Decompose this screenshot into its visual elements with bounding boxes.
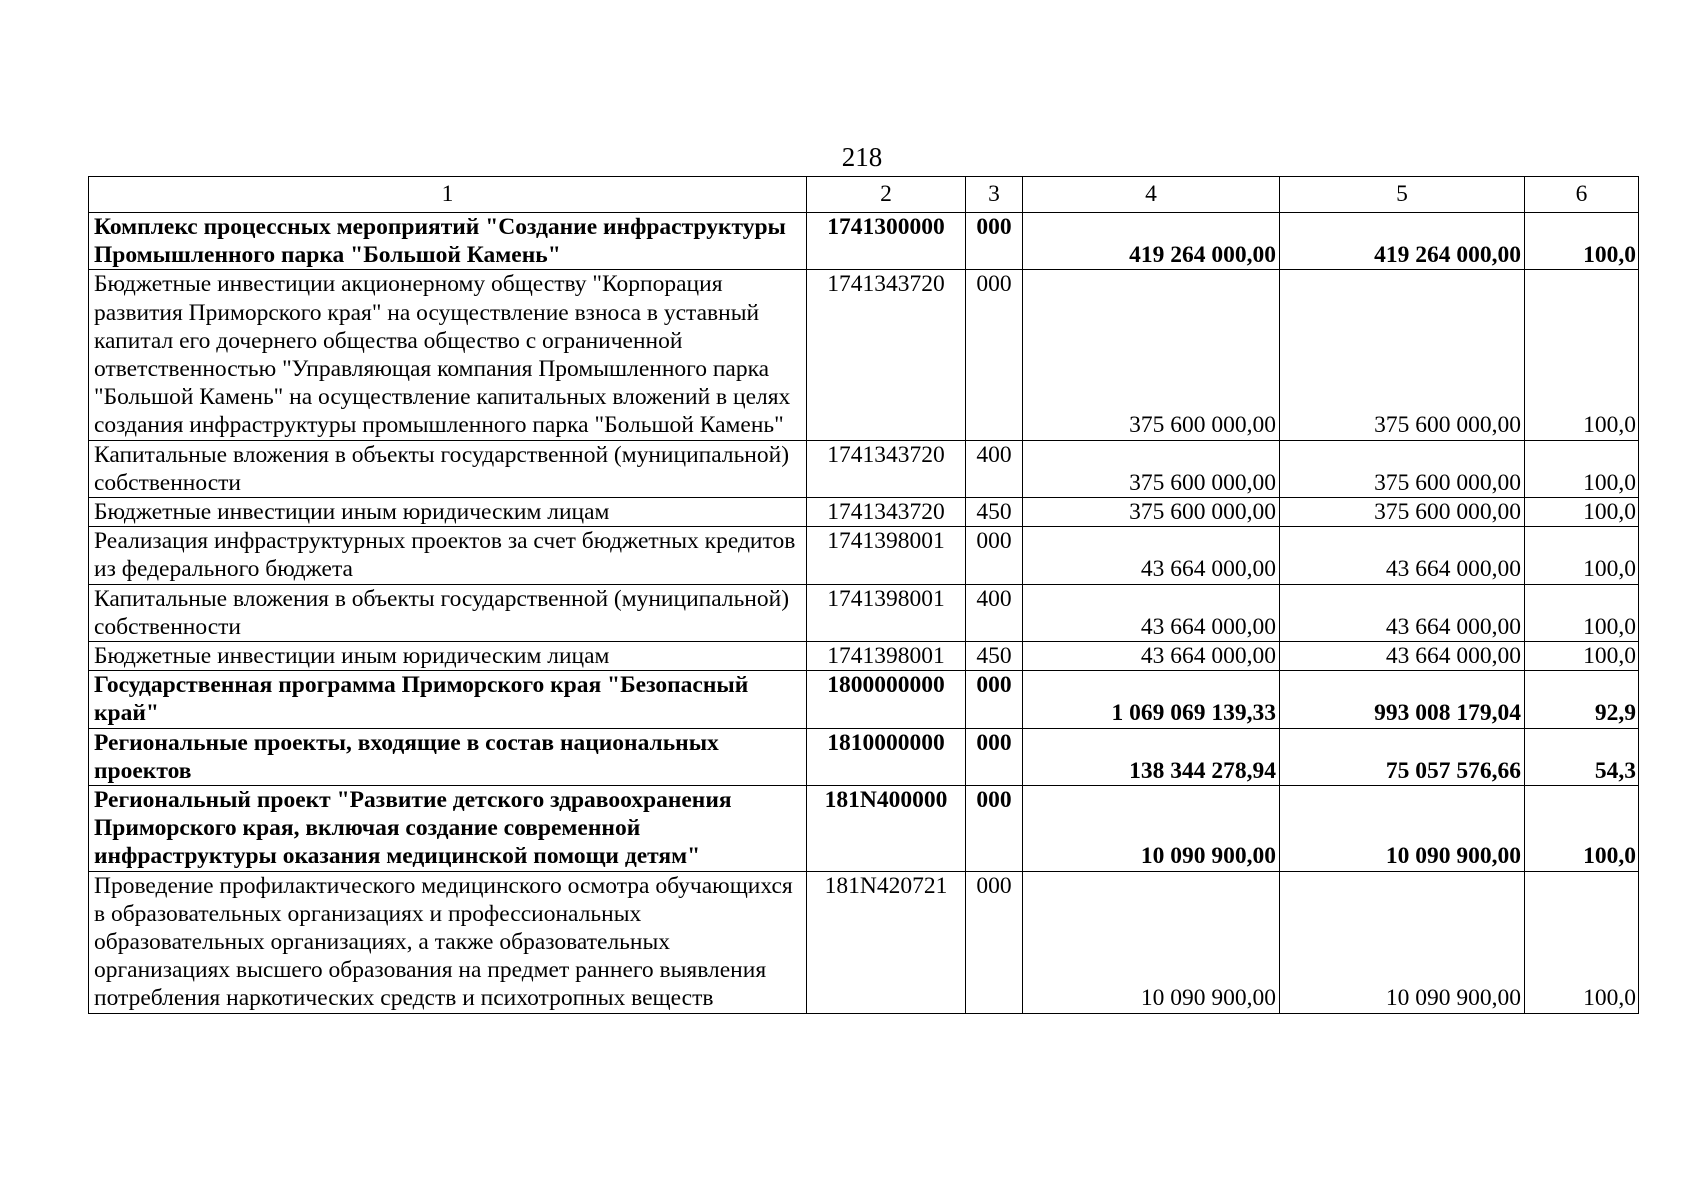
row-planned-amount: 43 664 000,00 xyxy=(1023,527,1280,584)
row-description: Реализация инфраструктурных проектов за счет бюджетных кредитов из федерального бюджета xyxy=(89,527,807,584)
row-description: Капитальные вложения в объекты государственной (муниципальной) собственности xyxy=(89,440,807,497)
row-expense-type: 450 xyxy=(966,642,1023,671)
row-percent: 100,0 xyxy=(1525,584,1639,641)
row-actual-amount: 10 090 900,00 xyxy=(1280,786,1525,872)
row-actual-amount: 993 008 179,04 xyxy=(1280,671,1525,728)
row-expense-type: 400 xyxy=(966,440,1023,497)
row-planned-amount: 43 664 000,00 xyxy=(1023,584,1280,641)
row-actual-amount: 43 664 000,00 xyxy=(1280,527,1525,584)
row-code: 1741398001 xyxy=(807,584,966,641)
row-actual-amount: 43 664 000,00 xyxy=(1280,584,1525,641)
table-header-row xyxy=(89,177,1639,213)
table-row xyxy=(89,642,1639,671)
row-description: Бюджетные инвестиции акционерному обществу "Корпорация развития Приморского края" на осуществление взноса в уставный капитал его дочернего общества общество с ограниченной ответственностью "Управляющая компания Промышленного парка "Большой Камень" на осуществление капитальных вложений в целях создания инфраструктуры промышленного парка "Большой Камень" xyxy=(89,270,807,440)
row-description: Проведение профилактического медицинского осмотра обучающихся в образовательных организациях и профессиональных образовательных организациях, а также образовательных организациях высшего образования на предмет раннего выявления потребления наркотических средств и психотропных веществ xyxy=(89,871,807,1013)
row-description: Бюджетные инвестиции иным юридическим лицам xyxy=(89,498,807,527)
row-percent: 100,0 xyxy=(1525,786,1639,872)
row-actual-amount: 419 264 000,00 xyxy=(1280,213,1525,270)
table-row xyxy=(89,270,1639,440)
table-row xyxy=(89,527,1639,584)
table-row xyxy=(89,584,1639,641)
row-description: Государственная программа Приморского края "Безопасный край" xyxy=(89,671,807,728)
row-planned-amount: 10 090 900,00 xyxy=(1023,786,1280,872)
row-code: 1741398001 xyxy=(807,527,966,584)
row-code: 1741300000 xyxy=(807,213,966,270)
row-actual-amount: 375 600 000,00 xyxy=(1280,440,1525,497)
row-percent: 100,0 xyxy=(1525,498,1639,527)
row-code: 1741343720 xyxy=(807,498,966,527)
column-header: 6 xyxy=(1525,177,1639,213)
column-header: 2 xyxy=(807,177,966,213)
row-expense-type: 000 xyxy=(966,671,1023,728)
table-row xyxy=(89,786,1639,872)
row-expense-type: 000 xyxy=(966,527,1023,584)
row-code: 1741343720 xyxy=(807,270,966,440)
row-planned-amount: 10 090 900,00 xyxy=(1023,871,1280,1013)
row-description: Региональные проекты, входящие в состав национальных проектов xyxy=(89,728,807,785)
row-actual-amount: 75 057 576,66 xyxy=(1280,728,1525,785)
row-planned-amount: 375 600 000,00 xyxy=(1023,270,1280,440)
row-actual-amount: 375 600 000,00 xyxy=(1280,498,1525,527)
row-description: Комплекс процессных мероприятий "Создание инфраструктуры Промышленного парка "Большой Камень" xyxy=(89,213,807,270)
table-row xyxy=(89,871,1639,1013)
row-expense-type: 400 xyxy=(966,584,1023,641)
row-planned-amount: 1 069 069 139,33 xyxy=(1023,671,1280,728)
row-percent: 100,0 xyxy=(1525,527,1639,584)
row-expense-type: 000 xyxy=(966,786,1023,872)
row-expense-type: 000 xyxy=(966,270,1023,440)
table-row xyxy=(89,671,1639,728)
row-description: Капитальные вложения в объекты государственной (муниципальной) собственности xyxy=(89,584,807,641)
row-percent: 100,0 xyxy=(1525,213,1639,270)
row-expense-type: 450 xyxy=(966,498,1023,527)
row-planned-amount: 138 344 278,94 xyxy=(1023,728,1280,785)
table-row xyxy=(89,728,1639,785)
row-percent: 100,0 xyxy=(1525,871,1639,1013)
row-code: 1800000000 xyxy=(807,671,966,728)
column-header: 5 xyxy=(1280,177,1525,213)
row-percent: 92,9 xyxy=(1525,671,1639,728)
row-planned-amount: 43 664 000,00 xyxy=(1023,642,1280,671)
row-percent: 100,0 xyxy=(1525,440,1639,497)
row-code: 1810000000 xyxy=(807,728,966,785)
column-header: 1 xyxy=(89,177,807,213)
row-code: 1741343720 xyxy=(807,440,966,497)
row-percent: 100,0 xyxy=(1525,270,1639,440)
row-code: 181N420721 xyxy=(807,871,966,1013)
row-actual-amount: 375 600 000,00 xyxy=(1280,270,1525,440)
table-body xyxy=(89,213,1639,1014)
row-description: Бюджетные инвестиции иным юридическим лицам xyxy=(89,642,807,671)
row-planned-amount: 375 600 000,00 xyxy=(1023,498,1280,527)
page-number: 218 xyxy=(841,142,883,172)
row-code: 181N400000 xyxy=(807,786,966,872)
row-actual-amount: 43 664 000,00 xyxy=(1280,642,1525,671)
row-planned-amount: 375 600 000,00 xyxy=(1023,440,1280,497)
row-actual-amount: 10 090 900,00 xyxy=(1280,871,1525,1013)
row-percent: 54,3 xyxy=(1525,728,1639,785)
row-expense-type: 000 xyxy=(966,728,1023,785)
row-expense-type: 000 xyxy=(966,213,1023,270)
table-row xyxy=(89,440,1639,497)
row-percent: 100,0 xyxy=(1525,642,1639,671)
row-description: Региональный проект "Развитие детского здравоохранения Приморского края, включая создание современной инфраструктуры оказания медицинской помощи детям" xyxy=(89,786,807,872)
table-row xyxy=(89,213,1639,270)
row-code: 1741398001 xyxy=(807,642,966,671)
budget-table xyxy=(88,176,1639,1014)
column-header: 4 xyxy=(1023,177,1280,213)
table-row xyxy=(89,498,1639,527)
column-header: 3 xyxy=(966,177,1023,213)
row-planned-amount: 419 264 000,00 xyxy=(1023,213,1280,270)
row-expense-type: 000 xyxy=(966,871,1023,1013)
